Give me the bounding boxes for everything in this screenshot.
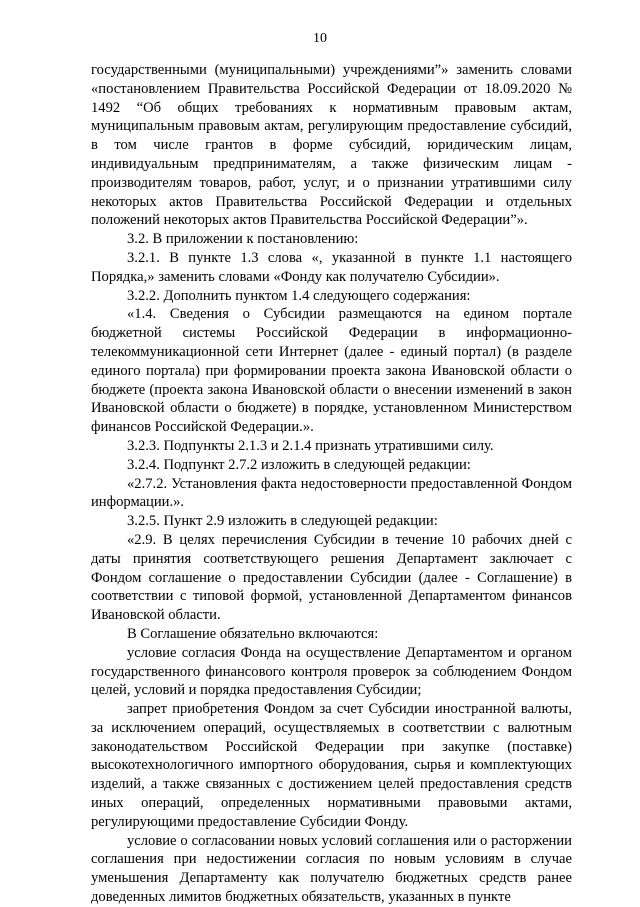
document-body	[91, 61, 572, 907]
paragraph: «2.7.2. Установления факта недостоверности предоставленной Фондом информации.».	[91, 475, 572, 511]
paragraph: 3.2. В приложении к постановлению:	[127, 231, 359, 248]
paragraph: 3.2.4. Подпункт 2.7.2 изложить в следующей редакции:	[127, 456, 471, 473]
paragraph: условие о согласовании новых условий соглашения или о расторжении соглашения при недостижении согласия по новым условиям в случае уменьшения Департаменту как получателю бюджетных средств ранее доведенных лимитов бюджетных обязательств, указанных в пункте	[91, 832, 572, 906]
paragraph: государственными (муниципальными) учреждениями”» заменить словами «постановлением Правительства Российской Федерации от 18.09.2020 № 1492 “Об общих требованиях к нормативным правовым актам, муниципальным правовым актам, регулирующим предоставление субсидий, в том числе грантов в форме субсидий, юридическим лицам, индивидуальным предпринимателям, а также физическим лицам - производителям товаров, работ, услуг, и о признании утратившими силу некоторых актов Правительства Российской Федерации и отдельных положений некоторых актов Правительства Российской Федерации”».	[91, 62, 572, 229]
paragraph: 3.2.2. Дополнить пунктом 1.4 следующего содержания:	[127, 287, 471, 304]
paragraph: «2.9. В целях перечисления Субсидии в течение 10 рабочих дней с даты принятия соответствующего решения Департамент заключает с Фондом соглашение о предоставлении Субсидии (далее - Соглашение) в соответствии с типовой формой, установленной Департаментом финансов Ивановской области.	[91, 531, 572, 624]
paragraph: 3.2.3. Подпункты 2.1.3 и 2.1.4 признать утратившими силу.	[127, 437, 494, 454]
paragraph: 3.2.1. В пункте 1.3 слова «, указанной в пункте 1.1 настоящего Порядка,» заменить словами «Фонду как получателю Субсидии».	[91, 249, 572, 285]
paragraph: запрет приобретения Фондом за счет Субсидии иностранной валюты, за исключением операций, осуществляемых в соответствии с валютным законодательством Российской Федерации при закупке (поставке) высокотехнологичного импортного оборудования, сырья и комплектующих изделий, а также связанных с достижением целей предоставления средств иных операций, определенных нормативными правовыми актами, регулирующими предоставление Субсидии Фонду.	[91, 701, 572, 830]
paragraph: 3.2.5. Пункт 2.9 изложить в следующей редакции:	[127, 513, 438, 530]
paragraph: «1.4. Сведения о Субсидии размещаются на едином портале бюджетной системы Российской Федерации в информационно-телекоммуникационной сети Интернет (далее - единый портал) (в разделе единого портала) при формировании проекта закона Ивановской области о бюджете (проекта закона Ивановской области о внесении изменений в закон Ивановской области о бюджете) в порядке, установленном Министерством финансов Российской Федерации.».	[91, 306, 572, 436]
page-number: 10	[313, 31, 327, 46]
paragraph: условие согласия Фонда на осуществление Департаментом и органом государственного финансового контроля проверок за соблюдением Фондом целей, условий и порядка предоставления Субсидии;	[91, 644, 572, 699]
paragraph: В Соглашение обязательно включаются:	[127, 625, 379, 642]
